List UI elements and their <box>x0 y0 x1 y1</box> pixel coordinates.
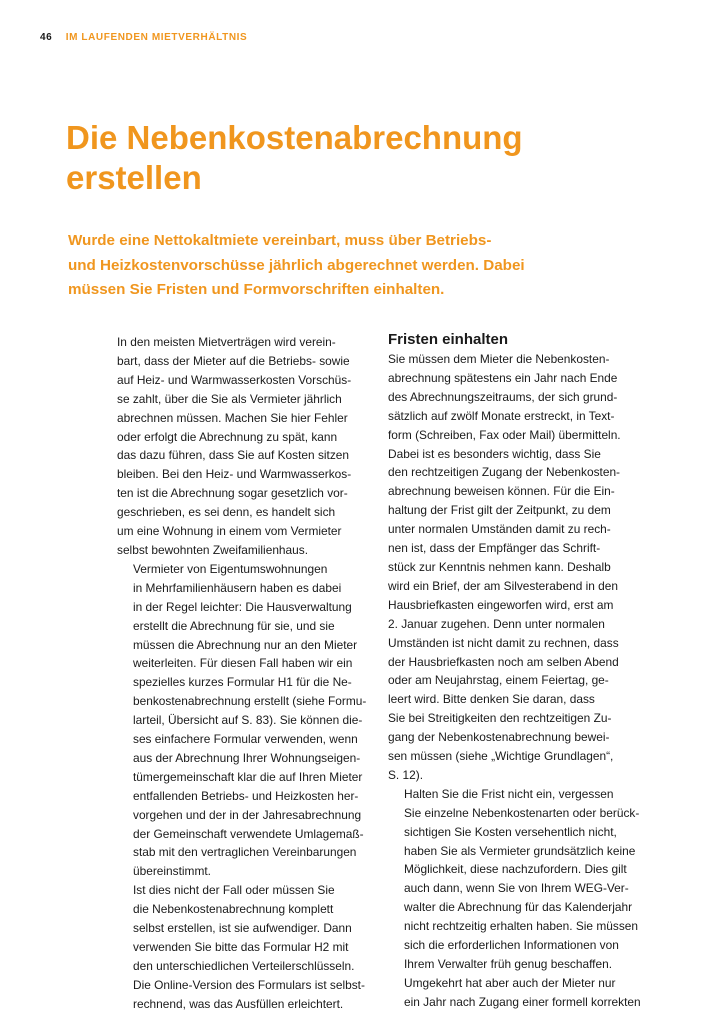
text-line: Hausbriefkasten eingeworfen wird, erst am <box>388 597 614 612</box>
body-paragraph <box>117 881 369 1013</box>
text-line: unter normalen Umständen damit zu rech- <box>388 522 611 537</box>
right-column <box>388 330 640 1012</box>
text-line: oder am Neujahrstag, einem Feiertag, ge- <box>388 673 609 688</box>
text-line: Ihrem Verwalter früh genug beschaffen. <box>404 957 612 971</box>
text-line: das dazu führen, dass Sie auf Kosten sitzen <box>117 448 350 463</box>
title-line: Die Nebenkostenabrechnung <box>66 119 523 156</box>
text-line: sätzlich auf zwölf Monate erstreckt, in Text- <box>388 408 615 423</box>
text-line: nen ist, dass der Empfänger das Schrift- <box>388 541 601 556</box>
text-line: sen müssen (siehe „Wichtige Grundlagen“, <box>388 749 614 764</box>
body-paragraph <box>117 333 369 560</box>
text-line: spezielles kurzes Formular H1 für die Ne- <box>133 675 352 690</box>
text-line: den unterschiedlichen Verteilerschlüsseln. <box>133 958 355 973</box>
text-line: bleiben. Bei den Heiz- und Warmwasserkos- <box>117 467 352 482</box>
text-line: Möglichkeit, diese nachzufordern. Dies gilt <box>404 862 627 877</box>
text-line: in der Regel leichter: Die Hausverwaltung <box>133 599 352 614</box>
text-line: vorgehen und der in der Jahresabrechnung <box>133 807 362 822</box>
text-line: sich die erforderlichen Informationen von <box>404 938 619 953</box>
text-line: sichtigen Sie Kosten versehentlich nicht, <box>404 824 617 839</box>
text-line: der Gemeinschaft verwendete Umlagemaß- <box>133 826 364 841</box>
text-line: weiterleiten. Für diesen Fall haben wir ein <box>133 656 353 671</box>
text-line: wird ein Brief, der am Silvesterabend in den <box>388 578 619 593</box>
text-line: auf Heiz- und Warmwasserkosten Vorschüs- <box>117 372 352 387</box>
text-line: abrechnen müssen. Machen Sie hier Fehler <box>117 410 348 425</box>
section-heading: Fristen einhalten <box>388 331 509 348</box>
text-line: S. 12). <box>388 767 424 782</box>
text-line: larteil, Übersicht auf S. 83). Sie können die- <box>133 713 363 728</box>
text-line: übereinstimmt. <box>133 864 211 879</box>
text-line: ten ist die Abrechnung sogar gesetzlich vor- <box>117 486 348 501</box>
text-line: entfallenden Betriebs- und Heizkosten her- <box>133 788 359 803</box>
text-line: abrechnung beweisen können. Für die Ein- <box>388 484 615 499</box>
lead-line: müssen Sie Fristen und Formvorschriften einhalten. <box>68 281 445 298</box>
text-line: erstellt die Abrechnung für sie, und sie <box>133 618 335 633</box>
text-line: tümergemeinschaft klar die auf Ihren Mieter <box>133 769 363 784</box>
text-line: auch dann, wenn Sie von Ihrem WEG-Ver- <box>404 881 629 896</box>
lead-line: Wurde eine Nettokaltmiete vereinbart, muss über Betriebs- <box>68 232 492 249</box>
body-paragraph <box>117 560 369 881</box>
body-paragraph <box>388 785 640 974</box>
text-line: Die Online-Version des Formulars ist selbst- <box>133 977 365 992</box>
text-line: die Nebenkostenabrechnung komplett <box>133 902 334 917</box>
lead-line: und Heizkostenvorschüsse jährlich abgerechnet werden. Dabei <box>68 256 525 274</box>
left-column <box>117 333 369 1014</box>
text-line: benkostenabrechnung erstellt (siehe Formu- <box>133 694 367 709</box>
text-line: 2. Januar zugehen. Denn unter normalen <box>388 616 605 631</box>
text-line: selbst erstellen, ist sie aufwendiger. Dann <box>133 921 352 936</box>
text-line: Vermieter von Eigentumswohnungen <box>133 561 328 576</box>
page-number: 46 <box>40 32 53 43</box>
text-line: aus der Abrechnung Ihrer Wohnungseigen- <box>133 750 361 765</box>
section-title: IM LAUFENDEN MIETVERHÄLTNIS <box>65 32 248 43</box>
text-line: um eine Wohnung in einem vom Vermieter <box>117 524 342 539</box>
text-line: Sie einzelne Nebenkostenarten oder berück- <box>404 805 640 820</box>
body-paragraph <box>388 974 640 1012</box>
page-title <box>66 118 666 198</box>
text-line: den rechtzeitigen Zugang der Nebenkosten- <box>388 465 621 480</box>
text-line: In den meisten Mietverträgen wird verein- <box>117 335 336 349</box>
text-line: in Mehrfamilienhäusern haben es dabei <box>133 580 342 595</box>
text-line: geschrieben, es sei denn, es handelt sich <box>117 505 336 520</box>
text-line: ein Jahr nach Zugang einer formell korrekten <box>404 994 641 1009</box>
text-line: Halten Sie die Frist nicht ein, vergessen <box>404 786 614 801</box>
text-line: abrechnung spätestens ein Jahr nach Ende <box>388 370 618 385</box>
text-line: Sie bei Streitigkeiten den rechtzeitigen Zu- <box>388 711 612 726</box>
text-line: Sie müssen dem Mieter die Nebenkosten- <box>388 352 610 366</box>
text-line: nicht rechtzeitig erhalten haben. Sie müssen <box>404 919 638 934</box>
text-line: selbst bewohnten Zweifamilienhaus. <box>117 542 309 557</box>
text-line: Umständen ist nicht damit zu rechnen, dass <box>388 635 619 650</box>
text-line: ses einfachere Formular verwenden, wenn <box>133 732 358 747</box>
text-line: Ist dies nicht der Fall oder müssen Sie <box>133 883 335 898</box>
text-line: Umgekehrt hat aber auch der Mieter nur <box>404 975 616 990</box>
text-line: se zahlt, über die Sie als Vermieter jährlich <box>117 391 342 406</box>
text-line: gang der Nebenkostenabrechnung bewei- <box>388 730 610 745</box>
text-line: der Hausbriefkasten noch am selben Abend <box>388 654 619 669</box>
text-line: des Abrechnungszeitraums, der sich grund- <box>388 389 618 404</box>
text-line: Dabei ist es besonders wichtig, dass Sie <box>388 446 601 461</box>
text-line: stück zur Kenntnis nehmen kann. Deshalb <box>388 559 611 574</box>
text-line: verwenden Sie bitte das Formular H2 mit <box>133 940 349 954</box>
text-line: haben Sie als Vermieter grundsätzlich keine <box>404 843 636 858</box>
title-line: erstellen <box>66 159 202 196</box>
text-line: form (Schreiben, Fax oder Mail) übermitteln. <box>388 427 621 442</box>
text-line: walter die Abrechnung für das Kalenderjahr <box>404 900 633 915</box>
body-paragraph <box>388 350 640 785</box>
text-line: müssen die Abrechnung nur an den Mieter <box>133 637 358 652</box>
running-header <box>40 32 247 43</box>
lead-paragraph <box>68 229 668 303</box>
text-line: leert wird. Bitte denken Sie daran, dass <box>388 692 595 707</box>
text-line: stab mit den vertraglichen Vereinbarungen <box>133 845 357 860</box>
text-line: oder erfolgt die Abrechnung zu spät, kann <box>117 429 338 444</box>
text-line: haltung der Frist gilt der Zeitpunkt, zu dem <box>388 503 611 518</box>
text-line: rechnend, was das Ausfüllen erleichtert. <box>133 996 344 1011</box>
text-line: bart, dass der Mieter auf die Betriebs- sowie <box>117 353 350 368</box>
